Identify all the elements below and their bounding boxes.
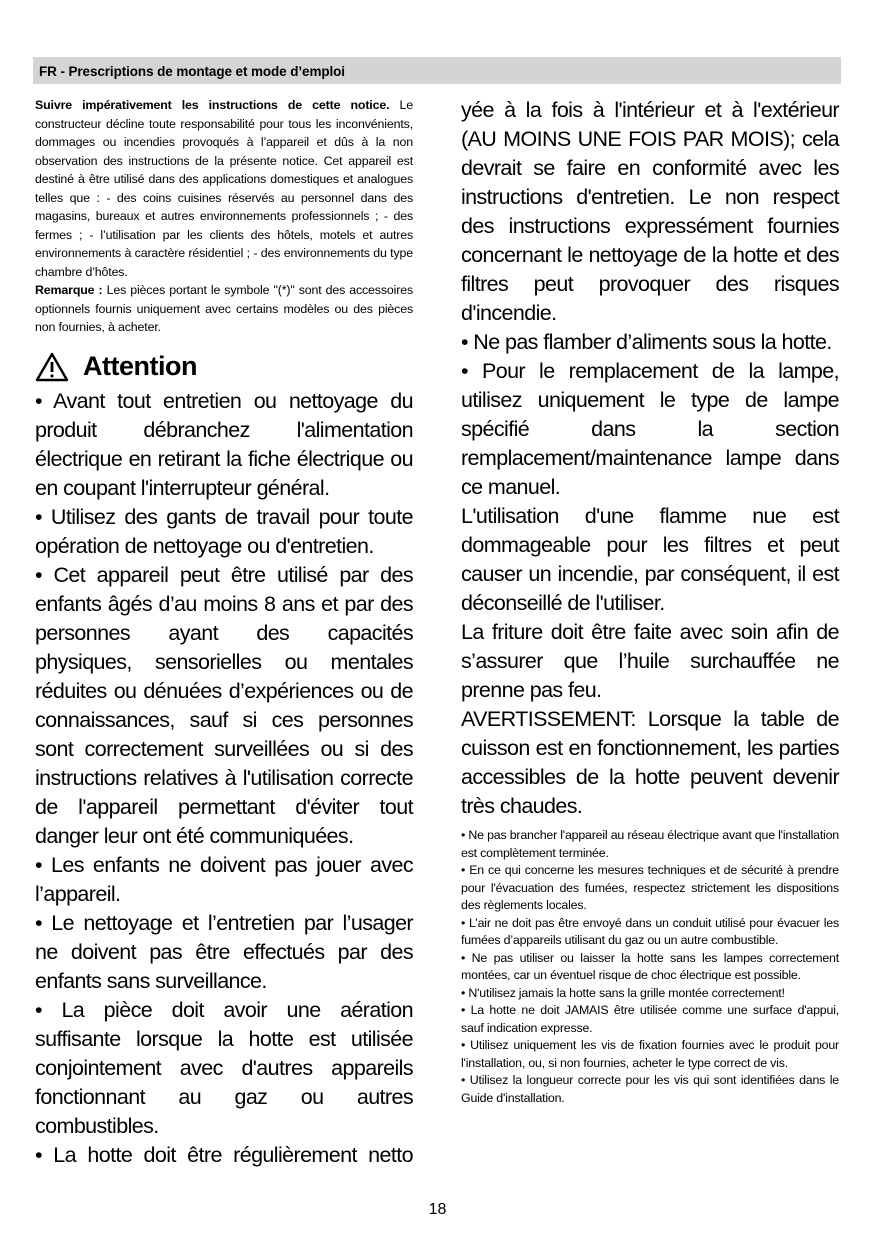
remark-bold: Remarque : [35, 283, 103, 297]
attention-list-right [461, 96, 839, 821]
left-column [35, 96, 413, 1170]
list-item: • Ne pas utiliser ou laisser la hotte sans les lampes correctement montées, car un éventuel risque de choc électrique est possible. [461, 950, 839, 982]
list-item: • L’air ne doit pas être envoyé dans un conduit utilisé pour évacuer les fumées d’appareils utilisant du gaz ou un autre combustible. [461, 915, 839, 947]
list-item: • Les enfants ne doivent pas jouer avec l’appareil. [35, 852, 413, 906]
section-title: FR - Prescriptions de montage et mode d’emploi [39, 64, 345, 79]
intro-text: Le constructeur décline toute responsabilité pour tous les inconvénients, dommages ou incendies provoqués à l’appareil et dûs à la non observation des instructions de la présente notice. Cet appareil est destiné à être utilisé dans des applications domestiques et analogues telles que : - des coins cuisines réservés au personnel dans des magasins, bureaux et autres environnements professionnels ; - des fermes ; - l’utilisation par les clients des hôtels, motels et autres environnements à caractère résidentiel ; - des environnements du type chambre d’hôtes. [35, 98, 413, 279]
attention-title: Attention [83, 351, 197, 381]
intro-block [35, 96, 413, 337]
intro-bold: Suivre impérativement les instructions de cette notice. [35, 98, 390, 112]
list-item: • Pour le remplacement de la lampe, utilisez uniquement le type de lampe spécifié dans la section remplacement/maintenance lampe dans ce manuel. [461, 359, 839, 499]
attention-heading [35, 347, 413, 387]
list-item: • Utilisez uniquement les vis de fixation fournies avec le produit pour l'installation, ou, si non fournies, acheter le type correct de vis. [461, 1038, 839, 1070]
attention-list-left [35, 387, 413, 1170]
list-item: • Le nettoyage et l’entretien par l’usager ne doivent pas être effectués par des enfants sans surveillance. [35, 910, 413, 993]
list-item: • Ne pas brancher l'appareil au réseau électrique avant que l'installation est complètement terminée. [461, 828, 839, 860]
installation-notes [461, 827, 839, 1107]
list-item-start: • La hotte doit être régulièrement netto [35, 1142, 413, 1167]
section-header [33, 57, 841, 84]
list-item: • Cet appareil peut être utilisé par des enfants âgés d’au moins 8 ans et par des personnes ayant des capacités physiques, sensorielles ou mentales réduites ou dénuées d’expériences ou de connaissances, sauf si ces personnes sont correctement surveillées ou si des instructions relatives à l'utilisation correcte de l'appareil permettant d'éviter tout danger leur ont été communiquées. [35, 562, 413, 848]
warning-triangle-icon [35, 352, 69, 382]
list-item: • Utilisez la longueur correcte pour les vis qui sont identifiées dans le Guide d'installation. [461, 1073, 839, 1105]
list-item: • Utilisez des gants de travail pour toute opération de nettoyage ou d'entretien. [35, 504, 413, 558]
list-item: • N'utilisez jamais la hotte sans la grille montée correctement! [461, 985, 785, 1000]
list-item: L'utilisation d'une flamme nue est dommageable pour les filtres et peut causer un incendie, par conséquent, il est déconseillé de l'utiliser. [461, 504, 839, 615]
list-item-continued: yée à la fois à l'intérieur et à l'extérieur (AU MOINS UNE FOIS PAR MOIS); cela devrait se faire en conformité avec les instructions d'entretien. Le non respect des instructions expressément fournies concernant le nettoyage de la hotte et des filtres peut provoquer des risques d'incendie. [461, 98, 839, 325]
list-item: • En ce qui concerne les mesures techniques et de sécurité à prendre pour l'évacuation des fumées, respectez strictement les dispositions des règlements locales. [461, 863, 839, 912]
list-item: AVERTISSEMENT: Lorsque la table de cuisson est en fonctionnement, les parties accessibles de la hotte peuvent devenir très chaudes. [461, 707, 839, 818]
remark-text: Les pièces portant le symbole "(*)" sont des accessoires optionnels fournis uniquement avec certains modèles ou des pièces non fournies, à acheter. [35, 283, 413, 334]
right-column [461, 96, 839, 1107]
page-number: 18 [428, 1201, 447, 1218]
list-item: • Avant tout entretien ou nettoyage du produit débranchez l'alimentation électrique en retirant la fiche électrique ou en coupant l'interrupteur général. [35, 388, 413, 500]
list-item: • Ne pas flamber d’aliments sous la hotte. [461, 330, 832, 354]
list-item: La friture doit être faite avec soin afin de s’assurer que l’huile surchauffée ne prenne pas feu. [461, 620, 839, 702]
list-item: • La pièce doit avoir une aération suffisante lorsque la hotte est utilisée conjointement avec d'autres appareils fonctionnant au gaz ou autres combustibles. [35, 997, 413, 1138]
list-item: • La hotte ne doit JAMAIS être utilisée comme une surface d'appui, sauf indication expresse. [461, 1003, 839, 1035]
remark-paragraph [35, 281, 413, 337]
intro-paragraph [35, 96, 413, 281]
